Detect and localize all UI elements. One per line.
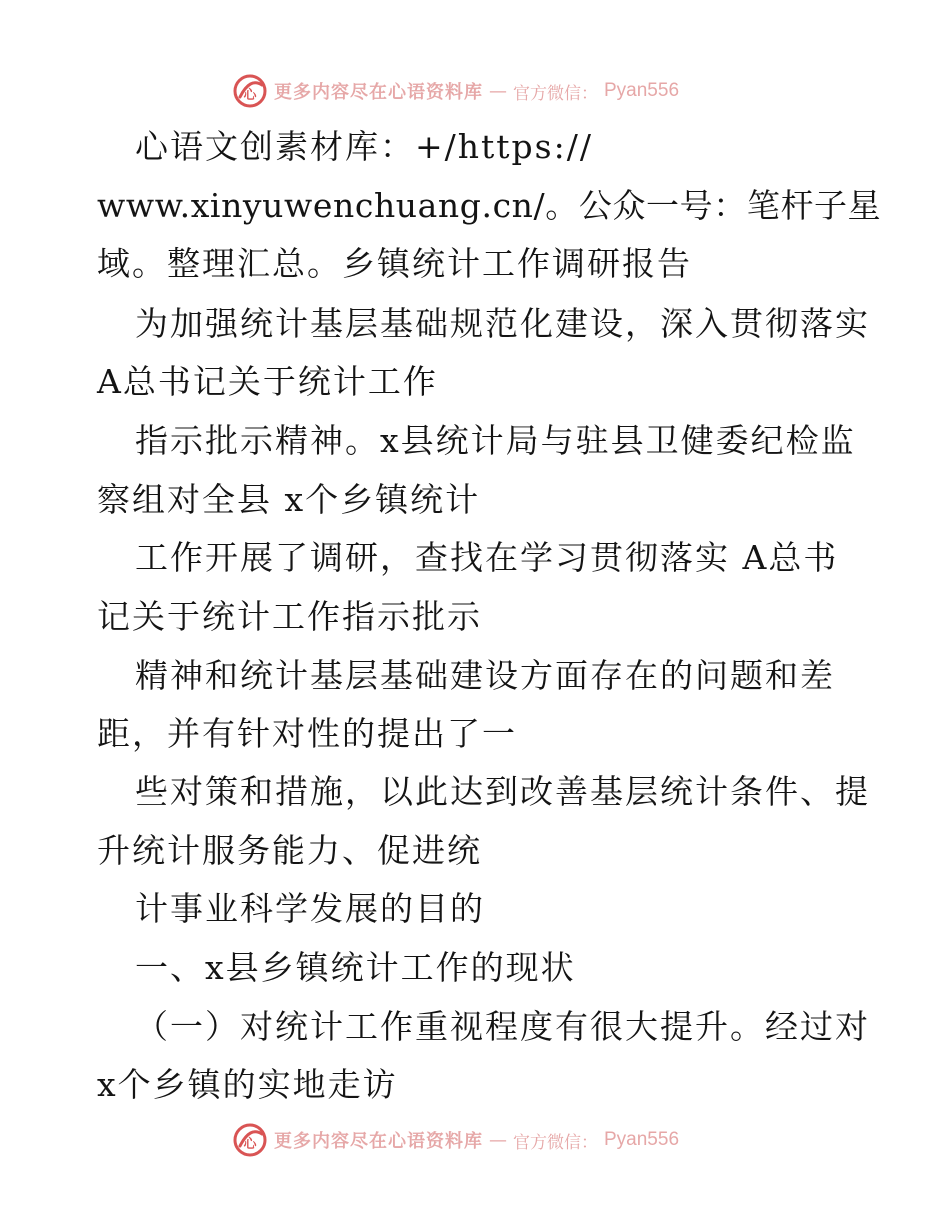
doc-line-17: x个乡镇的实地走访 bbox=[97, 1065, 398, 1104]
doc-line-6: 指示批示精神。x县统计局与驻县卫健委纪检监 bbox=[135, 421, 856, 460]
doc-line-2: www.xinyuwenchuang.cn/。公众一号：笔杆子星 bbox=[97, 186, 882, 225]
xinyu-logo-icon bbox=[232, 1122, 268, 1158]
doc-line-14: 计事业科学发展的目的 bbox=[135, 889, 485, 928]
watermark-wechat-label: 官方微信： bbox=[513, 83, 598, 104]
doc-line-13: 升统计服务能力、促进统 bbox=[97, 831, 482, 870]
doc-line-4: 为加强统计基层基础规范化建设，深入贯彻落实 bbox=[135, 304, 870, 343]
section-heading-1: 一、x县乡镇统计工作的现状 bbox=[135, 948, 576, 987]
doc-line-8: 工作开展了调研，查找在学习贯彻落实 A总书 bbox=[135, 538, 839, 577]
watermark-wechat-id: Pyan556 bbox=[604, 1129, 680, 1150]
watermark-text: 更多内容尽在心语资料库 bbox=[274, 1131, 483, 1152]
watermark-banner-top bbox=[232, 72, 679, 110]
doc-line-11: 距，并有针对性的提出了一 bbox=[97, 714, 517, 753]
xinyu-logo-icon bbox=[232, 73, 268, 109]
doc-line-10: 精神和统计基层基础建设方面存在的问题和差 bbox=[135, 656, 835, 695]
watermark-separator: — bbox=[489, 80, 507, 102]
svg-text:心: 心 bbox=[243, 1137, 257, 1152]
watermark-wechat-id: Pyan556 bbox=[604, 80, 680, 101]
doc-line-7: 察组对全县 x个乡镇统计 bbox=[97, 480, 481, 519]
doc-line-1: 心语文创素材库：+/https:// bbox=[135, 127, 593, 166]
doc-line-9: 记关于统计工作指示批示 bbox=[97, 597, 482, 636]
doc-line-16: （一）对统计工作重视程度有很大提升。经过对 bbox=[135, 1007, 870, 1046]
doc-line-3: 域。整理汇总。乡镇统计工作调研报告 bbox=[97, 244, 692, 283]
watermark-separator: — bbox=[489, 1129, 507, 1151]
doc-line-5: A总书记关于统计工作 bbox=[97, 362, 438, 401]
watermark-wechat-label: 官方微信： bbox=[513, 1132, 598, 1153]
svg-text:心: 心 bbox=[243, 88, 257, 103]
doc-line-12: 些对策和措施，以此达到改善基层统计条件、提 bbox=[135, 772, 870, 811]
watermark-banner-bottom bbox=[232, 1121, 679, 1159]
watermark-text: 更多内容尽在心语资料库 bbox=[274, 82, 483, 103]
